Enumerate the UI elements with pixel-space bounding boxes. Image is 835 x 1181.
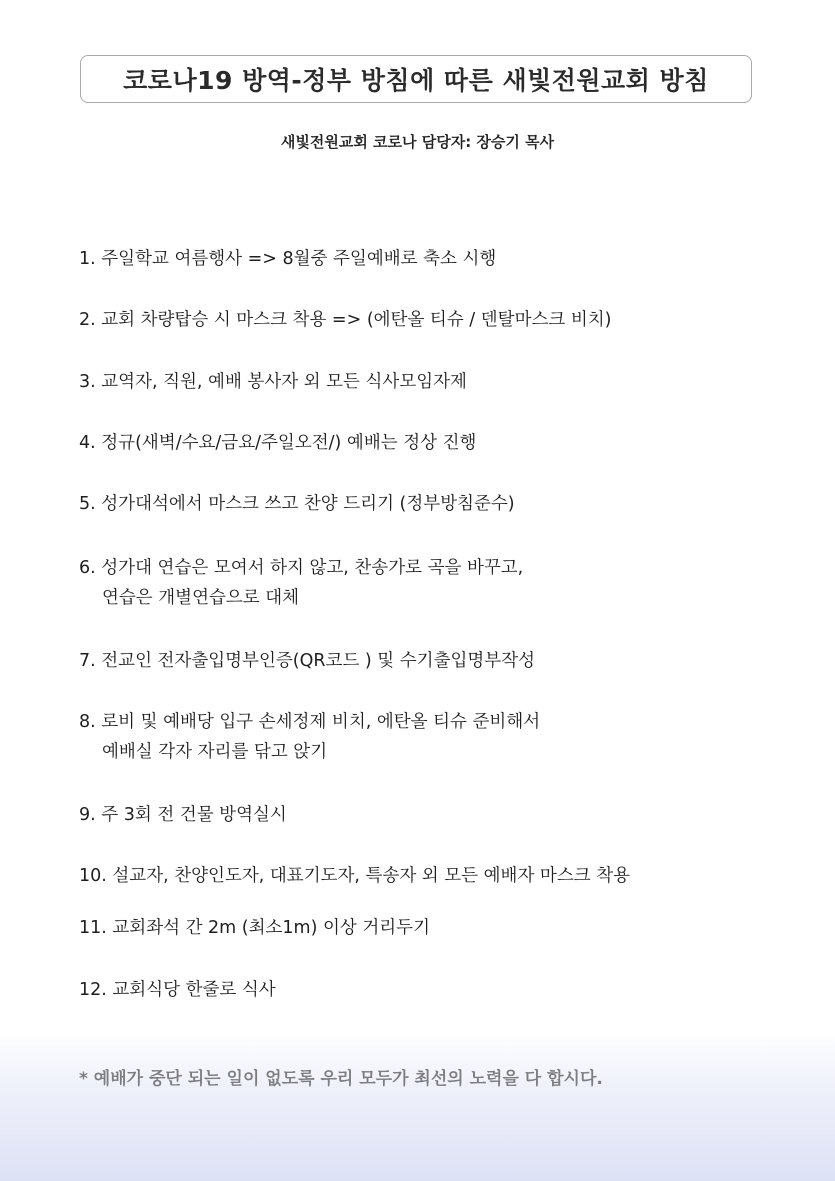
- list-item-text-continued: 예배실 각자 자리를 닦고 앉기: [102, 742, 328, 762]
- list-item-2: [79, 305, 611, 335]
- footer-note: * 예배가 중단 되는 일이 없도록 우리 모두가 최선의 노력을 다 합시다.: [79, 1069, 603, 1089]
- list-item-text: 12. 교회식당 한줄로 식사: [79, 980, 276, 1000]
- list-item-1: [79, 244, 496, 274]
- list-item-3: [79, 367, 467, 397]
- list-item-4: [79, 428, 476, 458]
- list-item-text: 5. 성가대석에서 마스크 쓰고 찬양 드리기 (정부방침준수): [79, 494, 515, 514]
- list-item-9: [79, 800, 287, 830]
- list-item-8: [79, 707, 540, 767]
- list-item-text: 4. 정규(새벽/수요/금요/주일오전/) 예배는 정상 진행: [79, 433, 477, 453]
- list-item-text: 1. 주일학교 여름행사 => 8월중 주일예배로 축소 시행: [79, 249, 497, 269]
- list-item-text: 2. 교회 차량탑승 시 마스크 착용 => (에탄올 티슈 / 덴탈마스크 비치): [79, 310, 612, 330]
- list-item-text: 6. 성가대 연습은 모여서 하지 않고, 찬송가로 곡을 바꾸고,: [79, 558, 524, 578]
- list-item-text-continued: 연습은 개별연습으로 대체: [102, 588, 300, 608]
- list-item-12: [79, 975, 276, 1005]
- list-item-text: 7. 전교인 전자출입명부인증(QR코드 ) 및 수기출입명부작성: [79, 651, 536, 671]
- list-item-text: 11. 교회좌석 간 2m (최소1m) 이상 거리두기: [79, 918, 430, 938]
- page-title: 코로나19 방역-정부 방침에 따른 새빛전원교회 방침: [123, 66, 709, 95]
- list-item-7: [79, 646, 535, 676]
- list-item-text: 10. 설교자, 찬양인도자, 대표기도자, 특송자 외 모든 예배자 마스크 착용: [79, 866, 631, 886]
- subtitle: 새빛전원교회 코로나 담당자: 장승기 목사: [280, 133, 555, 151]
- title-box: [80, 55, 752, 103]
- list-item-11: [79, 913, 430, 943]
- list-item-text: 9. 주 3회 전 건물 방역실시: [79, 805, 287, 825]
- list-item-text: 8. 로비 및 예배당 입구 손세정제 비치, 에탄올 티슈 준비해서: [79, 712, 541, 732]
- list-item-10: [79, 861, 630, 891]
- list-item-text: 3. 교역자, 직원, 예배 봉사자 외 모든 식사모임자제: [79, 372, 467, 392]
- list-item-6: [79, 553, 523, 613]
- list-item-5: [79, 489, 515, 519]
